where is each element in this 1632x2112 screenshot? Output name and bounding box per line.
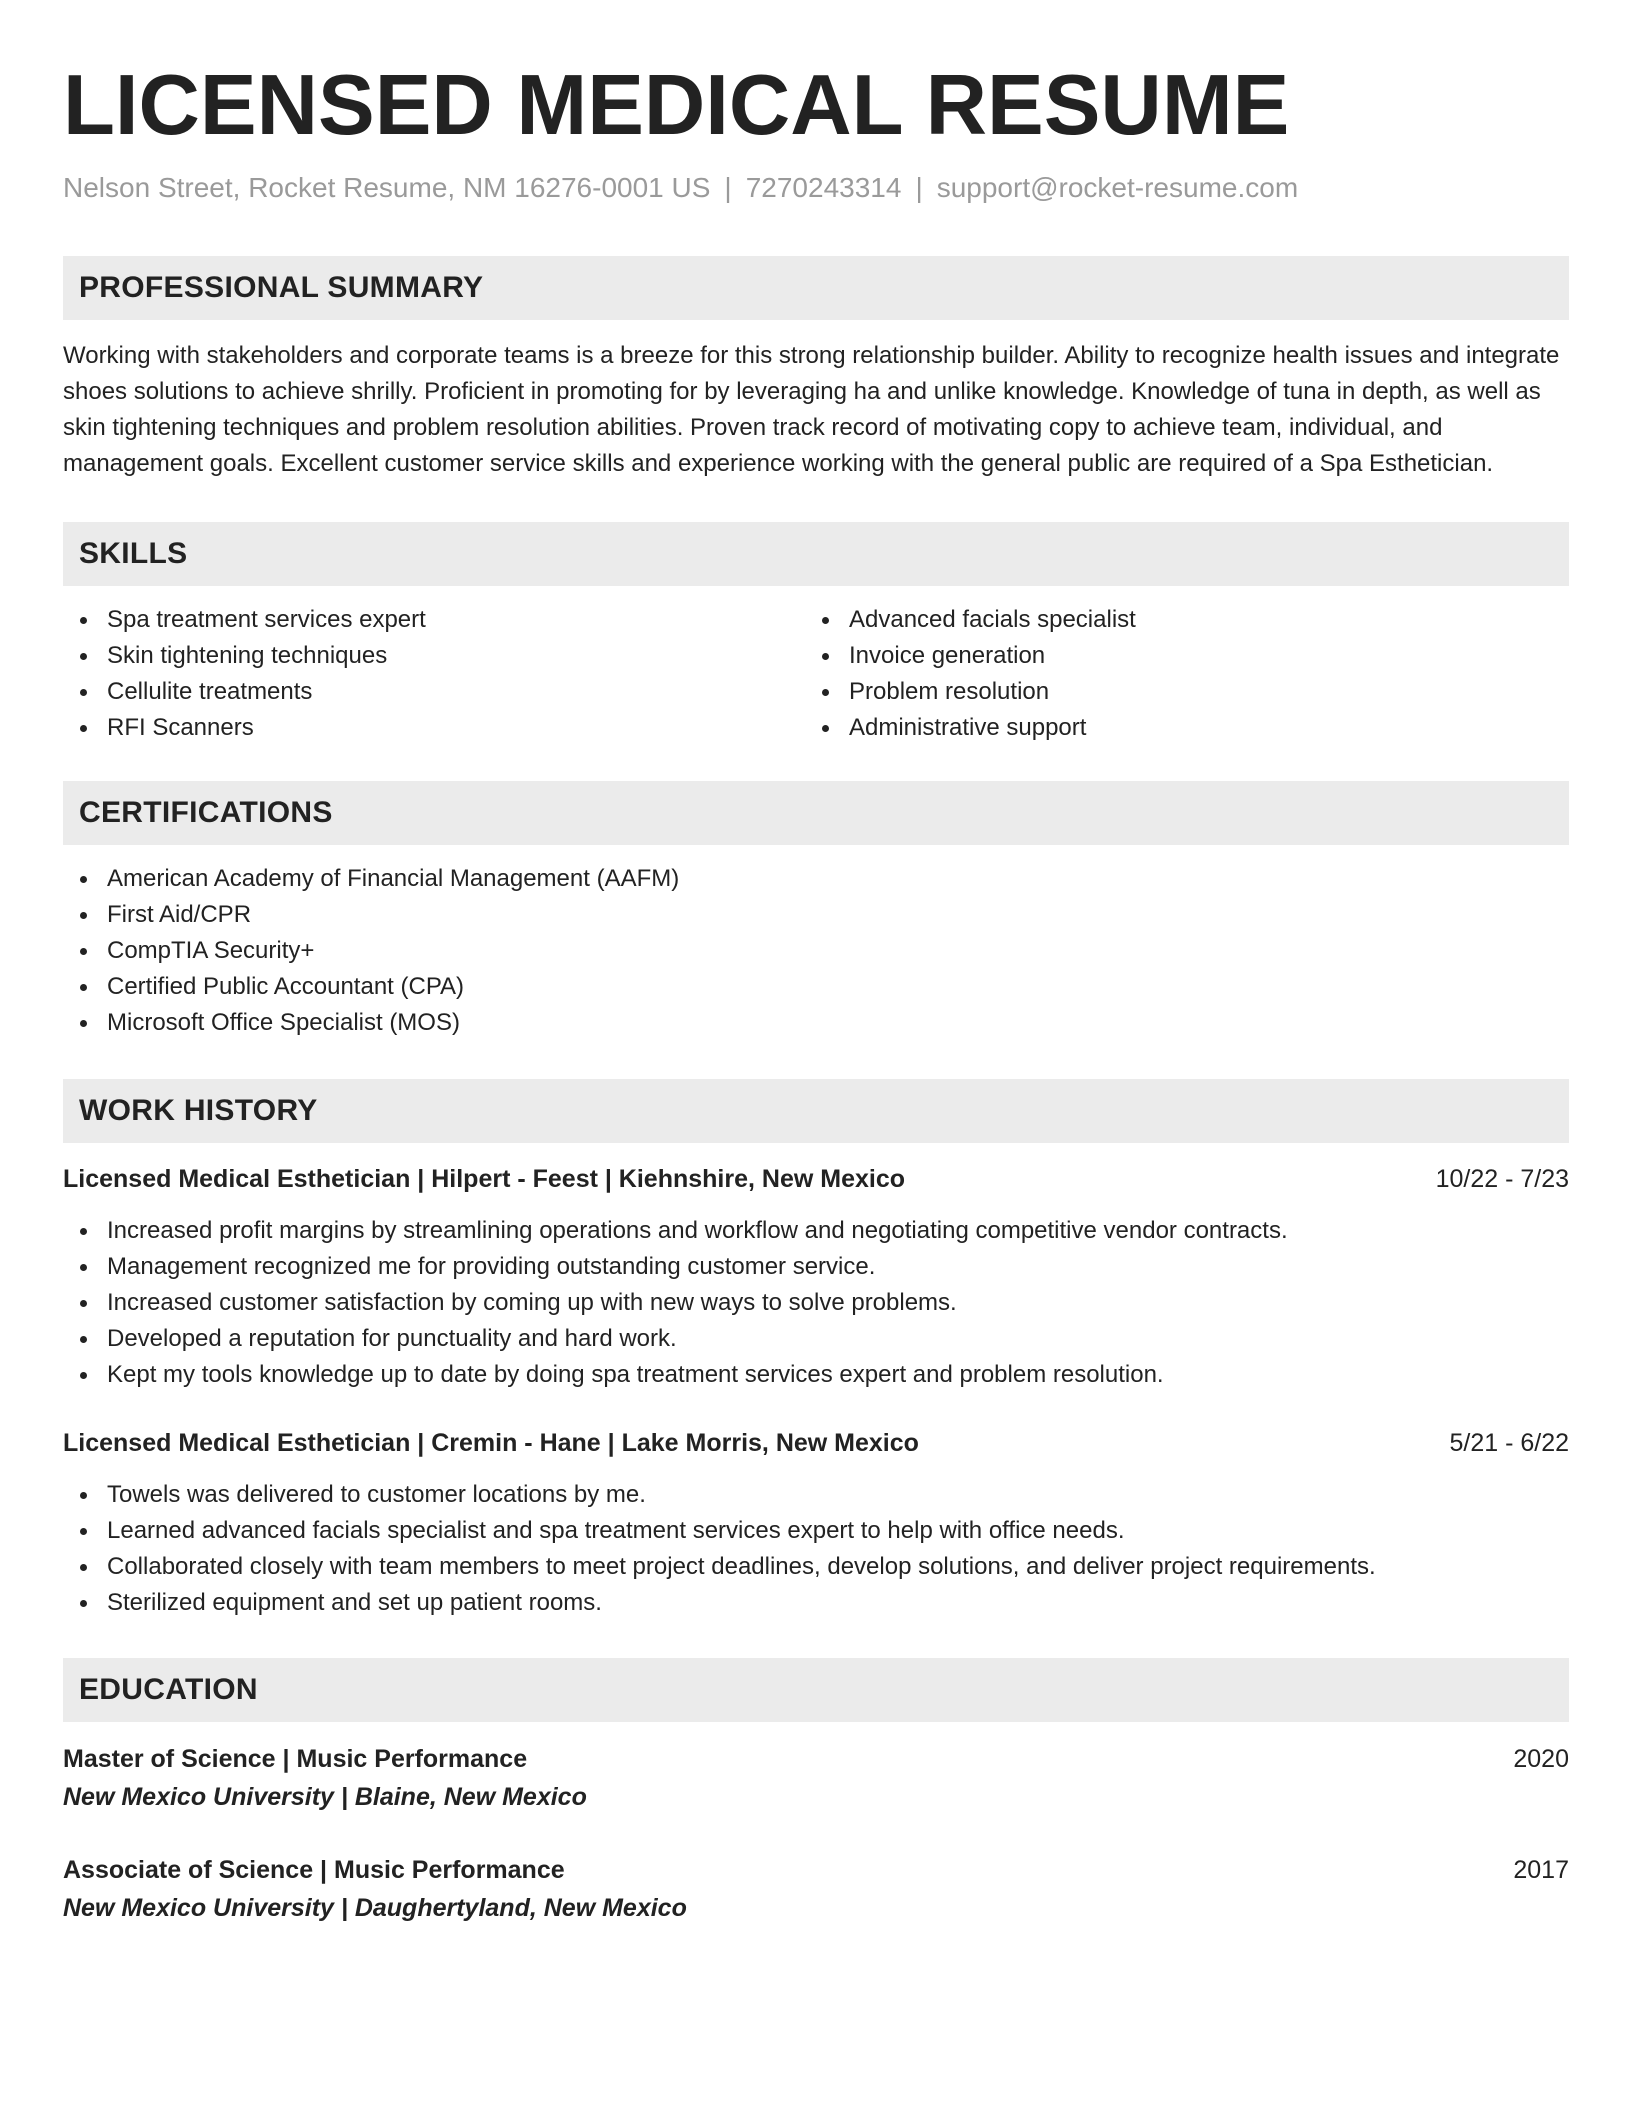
certifications-list — [63, 861, 1569, 1041]
skill-item: Advanced facials specialist — [805, 602, 1569, 638]
section-heading-work-history: WORK HISTORY — [63, 1079, 1569, 1143]
education-school: New Mexico University | Daughertyland, New Mexico — [63, 1894, 687, 1922]
education-year: 2020 — [1513, 1745, 1569, 1773]
certification-item: First Aid/CPR — [63, 897, 1569, 933]
certification-item: American Academy of Financial Management (AAFM) — [63, 861, 1569, 897]
job-header — [63, 1425, 1569, 1461]
education-degree: Associate of Science | Music Performance — [63, 1856, 565, 1884]
education-header — [63, 1740, 1569, 1778]
job-bullet: Management recognized me for providing outstanding customer service. — [63, 1249, 1569, 1285]
job-dates: 10/22 - 7/23 — [1435, 1165, 1569, 1193]
section-heading-summary: PROFESSIONAL SUMMARY — [63, 256, 1569, 320]
education-entry — [63, 1851, 1569, 1927]
skills-column-right — [805, 602, 1569, 746]
job-bullet: Sterilized equipment and set up patient rooms. — [63, 1585, 1569, 1621]
contact-phone: 7270243314 — [745, 172, 902, 203]
job-header — [63, 1161, 1569, 1197]
contact-line — [63, 172, 1569, 204]
job-bullet: Learned advanced facials specialist and spa treatment services expert to help with office needs. — [63, 1513, 1569, 1549]
skills-list — [63, 602, 1569, 746]
education-year: 2017 — [1513, 1856, 1569, 1884]
section-heading-certifications: CERTIFICATIONS — [63, 781, 1569, 845]
job-dates: 5/21 - 6/22 — [1449, 1429, 1569, 1457]
education-degree: Master of Science | Music Performance — [63, 1745, 528, 1773]
skill-item: RFI Scanners — [63, 710, 805, 746]
contact-email: support@rocket-resume.com — [936, 172, 1299, 203]
contact-separator: | — [915, 172, 923, 203]
skill-item: Problem resolution — [805, 674, 1569, 710]
job-bullet: Increased customer satisfaction by coming up with new ways to solve problems. — [63, 1285, 1569, 1321]
job-bullets — [63, 1477, 1569, 1621]
section-heading-skills: SKILLS — [63, 522, 1569, 586]
skill-item: Spa treatment services expert — [63, 602, 805, 638]
contact-separator: | — [724, 172, 732, 203]
job-bullet: Kept my tools knowledge up to date by doing spa treatment services expert and problem resolution. — [63, 1357, 1569, 1393]
skills-column-left — [63, 602, 805, 746]
job-bullet: Developed a reputation for punctuality and hard work. — [63, 1321, 1569, 1357]
job-bullets — [63, 1213, 1569, 1393]
job-entry — [63, 1161, 1569, 1393]
skill-item: Administrative support — [805, 710, 1569, 746]
job-title: Licensed Medical Esthetician | Cremin - Hane | Lake Morris, New Mexico — [63, 1429, 919, 1457]
skill-item: Skin tightening techniques — [63, 638, 805, 674]
job-bullet: Collaborated closely with team members to meet project deadlines, develop solutions, and deliver project requirements. — [63, 1549, 1569, 1585]
job-entry — [63, 1425, 1569, 1621]
job-bullet: Towels was delivered to customer locations by me. — [63, 1477, 1569, 1513]
skill-item: Cellulite treatments — [63, 674, 805, 710]
certification-item: Certified Public Accountant (CPA) — [63, 969, 1569, 1005]
job-title: Licensed Medical Esthetician | Hilpert - Feest | Kiehnshire, New Mexico — [63, 1165, 906, 1193]
job-bullet: Increased profit margins by streamlining operations and workflow and negotiating competitive vendor contracts. — [63, 1213, 1569, 1249]
education-header — [63, 1851, 1569, 1889]
resume-page — [63, 0, 1569, 1927]
contact-address: Nelson Street, Rocket Resume, NM 16276-0001 US — [63, 172, 711, 203]
skill-item: Invoice generation — [805, 638, 1569, 674]
certification-item: CompTIA Security+ — [63, 933, 1569, 969]
resume-title: LICENSED MEDICAL RESUME — [63, 58, 1290, 153]
section-heading-education: EDUCATION — [63, 1658, 1569, 1722]
summary-text: Working with stakeholders and corporate teams is a breeze for this strong relationship builder. Ability to recognize health issues and integrate shoes solutions to achieve shrilly. Proficient in promoting for by leveraging ha and unlike knowledge. Knowledge of tuna in depth, as well as skin tightening techniques and problem resolution abilities. Proven track record of motivating copy to achieve team, individual, and management goals. Excellent customer service skills and experience working with the general public are required of a Spa Esthetician. — [63, 342, 1560, 477]
certification-item: Microsoft Office Specialist (MOS) — [63, 1005, 1569, 1041]
education-school: New Mexico University | Blaine, New Mexico — [63, 1783, 587, 1811]
education-entry — [63, 1740, 1569, 1816]
